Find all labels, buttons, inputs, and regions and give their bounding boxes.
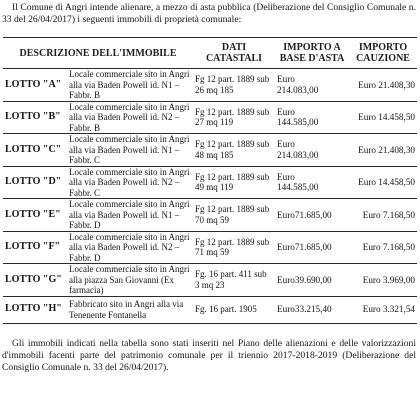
importo-cauzione: Euro 7.168,50 [349, 199, 417, 232]
lotto-label: LOTTO "C" [3, 134, 67, 167]
immobile-descrizione: Fabbricato sito in Angri alla via Tenenente Fontanella [67, 296, 193, 323]
table-row [3, 199, 417, 232]
importo-base [275, 134, 349, 167]
importo-base [275, 69, 349, 102]
importo-base-value: 144.585,00 [277, 182, 319, 193]
header-importo-base: IMPORTO A BASE D'ASTA [275, 38, 349, 69]
importo-base-label: Euro [277, 209, 295, 220]
table-row [3, 166, 417, 199]
table-row [3, 69, 417, 102]
importo-cauzione: Euro 14.458,50 [349, 101, 417, 134]
lotto-label: LOTTO "H" [3, 296, 67, 323]
immobile-descrizione: Locale commerciale sito in Angri alla via Baden Powell id. N2 – Fabbr. D [67, 231, 193, 264]
dati-catastali: Fg 12 part. 1889 sub 26 mq 185 [193, 69, 275, 102]
importo-base-value: 39.690,00 [294, 274, 332, 285]
importo-base-value: 71.685,00 [294, 242, 332, 252]
lotto-label: LOTTO "D" [3, 166, 67, 199]
immobile-descrizione: Locale commerciale sito in Angri alla via Baden Powell id. N2 – Fabbr. C [67, 166, 193, 199]
importo-base-label: Euro [277, 106, 295, 117]
lotto-label: LOTTO "E" [3, 199, 67, 232]
immobile-descrizione: Locale commerciale sito in Angri alla via Baden Powell id. N1 – Fabbr. D [67, 199, 193, 232]
table-row [3, 231, 417, 264]
importo-base-value: 214.083,00 [277, 84, 319, 95]
lotto-label: LOTTO "F" [3, 231, 67, 264]
importo-base [275, 296, 349, 323]
table-row [3, 296, 417, 323]
lotto-label: LOTTO "G" [3, 264, 67, 297]
header-descrizione: DESCRIZIONE DELL'IMMOBILE [3, 38, 193, 69]
table-row [3, 134, 417, 167]
table-row [3, 264, 417, 297]
lotto-label: LOTTO "A" [3, 69, 67, 102]
importo-cauzione: Euro 14.458,50 [349, 166, 417, 199]
importo-base-value: 144.585,00 [277, 117, 319, 128]
dati-catastali: Fg 12 part. 1889 sub 49 mq 119 [193, 166, 275, 199]
importo-cauzione: Euro 3.321,54 [349, 296, 417, 323]
importo-cauzione: Euro 3.969,00 [349, 264, 417, 297]
intro-paragraph: Il Comune di Angri intende alienare, a mezzo di asta pubblica (Deliberazione del Consiglio Comunale n. 33 del 26/04/2017) i seguenti immobili di proprietà comunale: [2, 2, 416, 25]
lotto-label: LOTTO "B" [3, 101, 67, 134]
importo-base-label: Euro [277, 171, 295, 182]
immobile-descrizione: Locale commerciale sito in Angri alla via Baden Powell id. N1 – Fabbr. C [67, 134, 193, 167]
importo-base-value: 71.685,00 [294, 209, 332, 220]
importo-cauzione: Euro 21.408,30 [349, 69, 417, 102]
importo-base-label: Euro [277, 304, 295, 315]
importo-base-label: Euro [277, 242, 295, 252]
footer-paragraph: Gli immobili indicati nella tabella sono stati inseriti nel Piano delle alienazioni e delle valorizzazioni d'immobili facenti parte del patrimonio comunale per il triennio 2017-2018-2019 (Deliberazione del Consiglio Comunale n. 33 del 26/04/2017). [2, 338, 416, 373]
dati-catastali: Fg. 16 part. 1905 [193, 296, 275, 323]
lots-table [3, 37, 417, 324]
dati-catastali: Fg. 16 part. 411 sub 3 mq 23 [193, 264, 275, 297]
immobile-descrizione: Locale commerciale sito in Angri alla piazza San Giovanni (Ex farmacia) [67, 264, 193, 297]
table-header-row [3, 38, 417, 69]
importo-base [275, 199, 349, 232]
dati-catastali: Fg 12 part. 1889 sub 70 mq 59 [193, 199, 275, 232]
table-row [3, 101, 417, 134]
importo-base-label: Euro [277, 274, 295, 285]
importo-base-value: 33.215,40 [294, 304, 332, 315]
importo-base [275, 166, 349, 199]
importo-base-label: Euro [277, 139, 295, 150]
dati-catastali: Fg 12 part. 1889 sub 71 mq 59 [193, 231, 275, 264]
immobile-descrizione: Locale commerciale sito in Angri alla via Baden Powell id. N2 – Fabbr. B [67, 101, 193, 134]
importo-base-value: 214.083,00 [277, 149, 319, 160]
importo-cauzione: Euro 7.168,50 [349, 231, 417, 264]
importo-cauzione: Euro 21.408,30 [349, 134, 417, 167]
importo-base [275, 231, 349, 264]
dati-catastali: Fg 12 part. 1889 sub 27 mq 119 [193, 101, 275, 134]
importo-base [275, 101, 349, 134]
header-dati-catastali: DATI CATASTALI [193, 38, 275, 69]
importo-base [275, 264, 349, 297]
dati-catastali: Fg 12 part. 1889 sub 48 mq 185 [193, 134, 275, 167]
importo-base-label: Euro [277, 74, 295, 85]
header-importo-cauzione: IMPORTO CAUZIONE [349, 38, 417, 69]
immobile-descrizione: Locale commerciale sito in Angri alla via Baden Powell id. N1 – Fabbr. B [67, 69, 193, 102]
